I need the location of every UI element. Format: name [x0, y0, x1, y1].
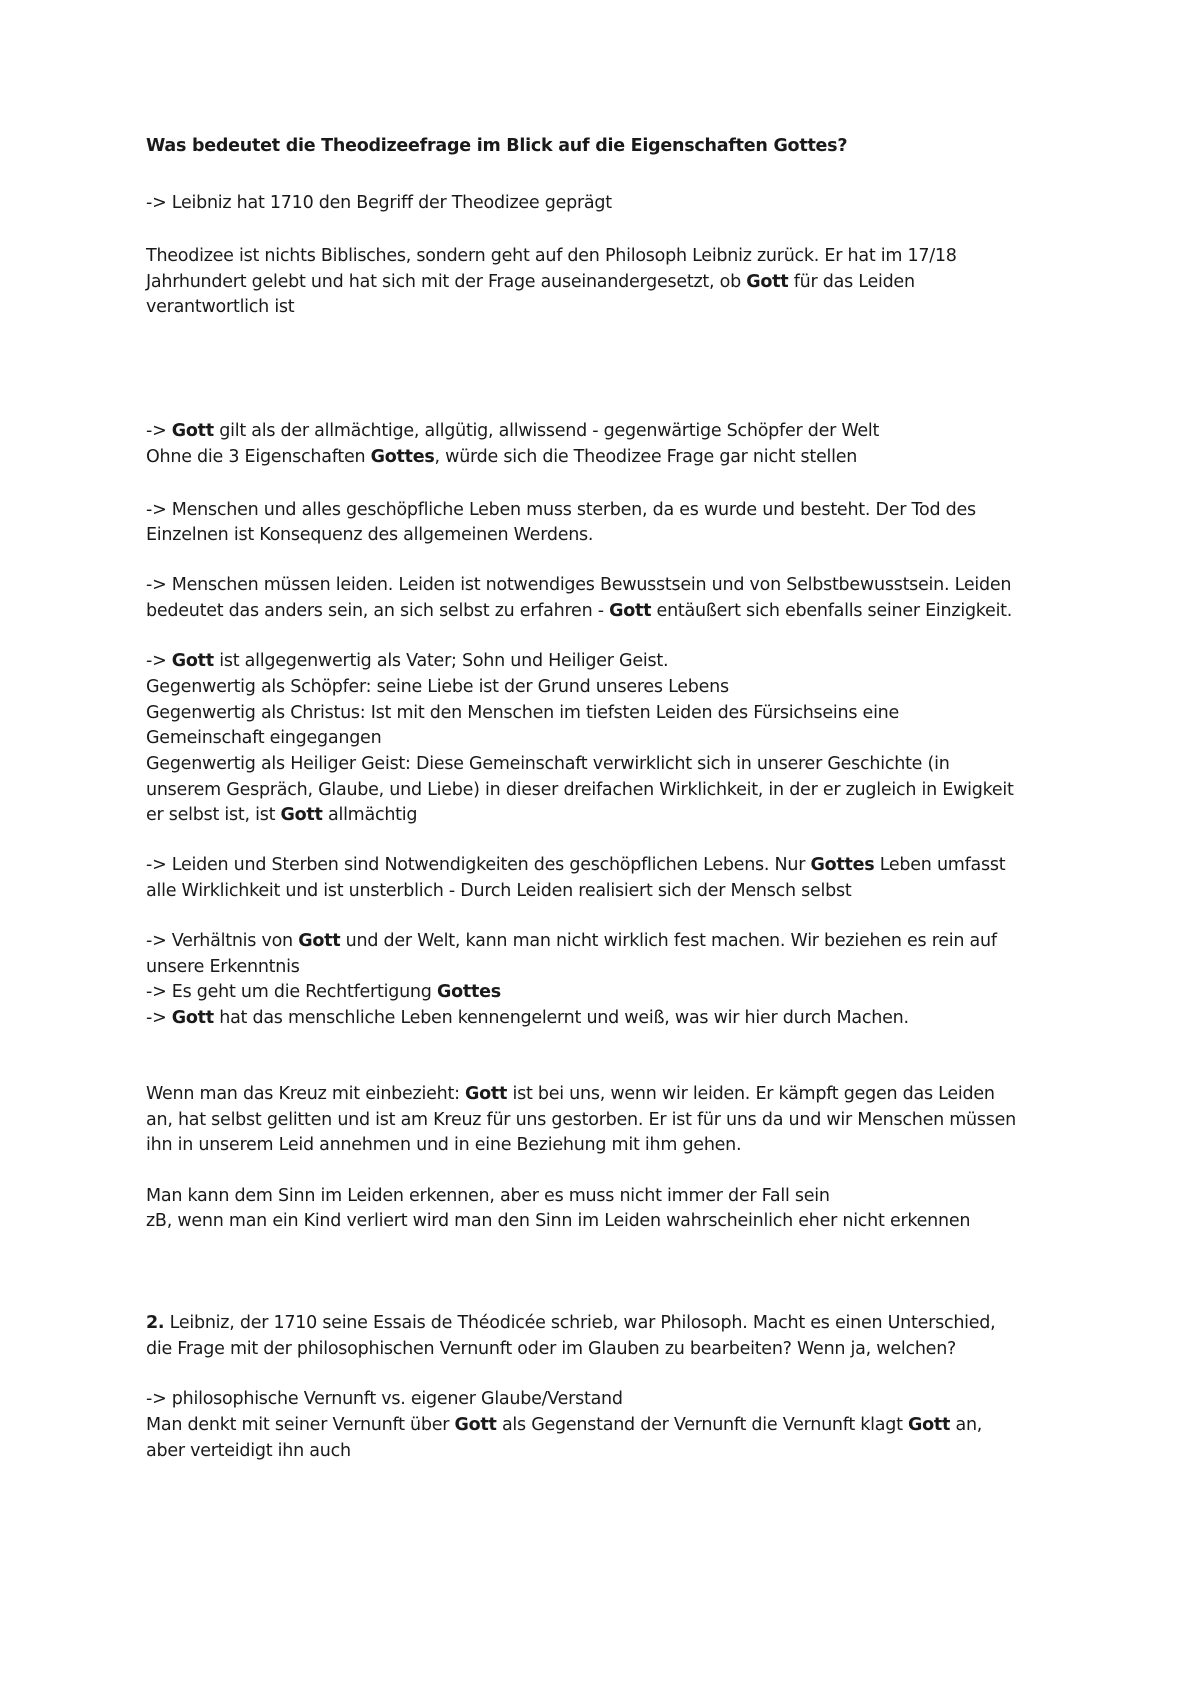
- text-run: -> Leibniz hat 1710 den Begriff der Theodizee geprägt: [146, 193, 612, 213]
- text-line: [146, 269, 915, 295]
- text-run: Leibniz, der 1710 seine Essais de Théodicée schrieb, war Philosoph. Macht es einen Unterschied,: [164, 1313, 996, 1333]
- bold-text-run: Gott: [746, 272, 789, 292]
- text-line: [146, 1208, 970, 1234]
- text-line: [146, 190, 612, 216]
- text-run: die Frage mit der philosophischen Vernunft oder im Glauben zu bearbeiten? Wenn ja, welchen?: [146, 1339, 957, 1359]
- text-line: [146, 1386, 623, 1412]
- text-line: [146, 725, 381, 751]
- text-run: Jahrhundert gelebt und hat sich mit der Frage auseinandergesetzt, ob: [146, 272, 747, 292]
- text-run: Gegenwertig als Schöpfer: seine Liebe ist der Grund unseres Lebens: [146, 677, 729, 697]
- text-run: -> Menschen müssen leiden. Leiden ist notwendiges Bewusstsein und von Selbstbewusstsein. Leiden: [146, 575, 1012, 595]
- text-run: -> Verhältnis von: [146, 931, 299, 951]
- text-run: entäußert sich ebenfalls seiner Einzigkeit.: [651, 601, 1013, 621]
- bold-text-run: Gott: [609, 601, 652, 621]
- text-line: [146, 572, 1011, 598]
- text-run: allmächtig: [322, 805, 418, 825]
- text-run: -> Es geht um die Rechtfertigung: [146, 982, 437, 1002]
- text-line: [146, 1336, 956, 1362]
- text-run: Ohne die 3 Eigenschaften: [146, 447, 371, 467]
- text-line: [146, 1183, 830, 1209]
- text-run: Einzelnen ist Konsequenz des allgemeinen Werdens.: [146, 525, 594, 545]
- text-line: [146, 1107, 1016, 1133]
- text-line: [146, 444, 857, 470]
- text-run: bedeutet das anders sein, an sich selbst zu erfahren -: [146, 601, 610, 621]
- text-line: [146, 928, 997, 954]
- text-run: Gegenwertig als Christus: Ist mit den Menschen im tiefsten Leiden des Fürsichseins eine: [146, 703, 900, 723]
- text-run: unserem Gespräch, Glaube, und Liebe) in dieser dreifachen Wirklichkeit, in der er zugleich in Ewigkeit: [146, 780, 1014, 800]
- text-run: Leben umfasst: [874, 855, 1006, 875]
- text-line: [146, 294, 294, 320]
- text-run: zB, wenn man ein Kind verliert wird man den Sinn im Leiden wahrscheinlich eher nicht erkennen: [146, 1211, 971, 1231]
- document-heading: Was bedeutet die Theodizeefrage im Blick auf die Eigenschaften Gottes?: [146, 136, 848, 156]
- text-run: unsere Erkenntnis: [146, 957, 300, 977]
- text-line: [146, 598, 1012, 624]
- bold-text-run: Gottes: [370, 447, 435, 467]
- text-line: [146, 1438, 351, 1464]
- text-line: [146, 979, 501, 1005]
- text-line: [146, 1081, 995, 1107]
- bold-text-run: Gott: [298, 931, 341, 951]
- text-line: [146, 1310, 995, 1336]
- text-line: [146, 674, 729, 700]
- text-run: , würde sich die Theodizee Frage gar nicht stellen: [434, 447, 858, 467]
- text-run: ist allgegenwertig als Vater; Sohn und Heiliger Geist.: [213, 651, 669, 671]
- text-run: und der Welt, kann man nicht wirklich fest machen. Wir beziehen es rein auf: [340, 931, 997, 951]
- text-run: Theodizee ist nichts Biblisches, sondern geht auf den Philosoph Leibniz zurück. Er hat im 17/18: [146, 246, 957, 266]
- bold-text-run: Gott: [908, 1415, 951, 1435]
- bold-text-run: Gott: [171, 651, 214, 671]
- text-run: hat das menschliche Leben kennengelernt und weiß, was wir hier durch Machen.: [213, 1008, 909, 1028]
- text-line: [146, 777, 1014, 803]
- text-run: ->: [146, 651, 172, 671]
- text-line: [146, 802, 417, 828]
- text-run: -> philosophische Vernunft vs. eigener Glaube/Verstand: [146, 1389, 623, 1409]
- text-run: -> Leiden und Sterben sind Notwendigkeiten des geschöpflichen Lebens. Nur: [146, 855, 811, 875]
- text-run: alle Wirklichkeit und ist unsterblich - Durch Leiden realisiert sich der Mensch selbst: [146, 881, 852, 901]
- text-run: ->: [146, 421, 172, 441]
- bold-text-run: Gott: [465, 1084, 508, 1104]
- text-run: Gegenwertig als Heiliger Geist: Diese Gemeinschaft verwirklicht sich in unserer Geschichte (in: [146, 754, 950, 774]
- bold-text-run: 2.: [146, 1313, 165, 1333]
- text-run: verantwortlich ist: [146, 297, 295, 317]
- text-run: an,: [950, 1415, 983, 1435]
- text-run: ist bei uns, wenn wir leiden. Er kämpft gegen das Leiden: [507, 1084, 995, 1104]
- bold-text-run: Gott: [280, 805, 323, 825]
- text-run: an, hat selbst gelitten und ist am Kreuz für uns gestorben. Er ist für uns da und wir Menschen müssen: [146, 1110, 1016, 1130]
- text-line: [146, 954, 300, 980]
- text-line: [146, 878, 851, 904]
- bold-text-run: Gott: [171, 1008, 214, 1028]
- text-run: gilt als der allmächtige, allgütig, allwissend - gegenwärtige Schöpfer der Welt: [213, 421, 880, 441]
- text-line: [146, 522, 593, 548]
- text-run: ihn in unserem Leid annehmen und in eine Beziehung mit ihm gehen.: [146, 1135, 742, 1155]
- text-run: ->: [146, 1008, 172, 1028]
- text-run: Man denkt mit seiner Vernunft über: [146, 1415, 455, 1435]
- text-run: aber verteidigt ihn auch: [146, 1441, 351, 1461]
- text-line: [146, 751, 950, 777]
- text-run: Gemeinschaft eingegangen: [146, 728, 382, 748]
- text-run: als Gegenstand der Vernunft die Vernunft klagt: [496, 1415, 909, 1435]
- bold-text-run: Gott: [454, 1415, 497, 1435]
- text-line: [146, 1132, 741, 1158]
- text-line: [146, 648, 668, 674]
- text-run: er selbst ist, ist: [146, 805, 281, 825]
- text-line: [146, 418, 879, 444]
- text-line: [146, 1005, 909, 1031]
- text-run: -> Menschen und alles geschöpfliche Leben muss sterben, da es wurde und besteht. Der Tod des: [146, 500, 976, 520]
- text-line: [146, 700, 899, 726]
- text-line: [146, 852, 1005, 878]
- text-line: [146, 1412, 982, 1438]
- bold-text-run: Gottes: [810, 855, 875, 875]
- text-run: für das Leiden: [788, 272, 915, 292]
- bold-text-run: Gott: [171, 421, 214, 441]
- bold-text-run: Gottes: [436, 982, 501, 1002]
- text-line: [146, 243, 957, 269]
- text-run: Wenn man das Kreuz mit einbezieht:: [146, 1084, 466, 1104]
- text-run: Man kann dem Sinn im Leiden erkennen, aber es muss nicht immer der Fall sein: [146, 1186, 830, 1206]
- text-line: [146, 497, 976, 523]
